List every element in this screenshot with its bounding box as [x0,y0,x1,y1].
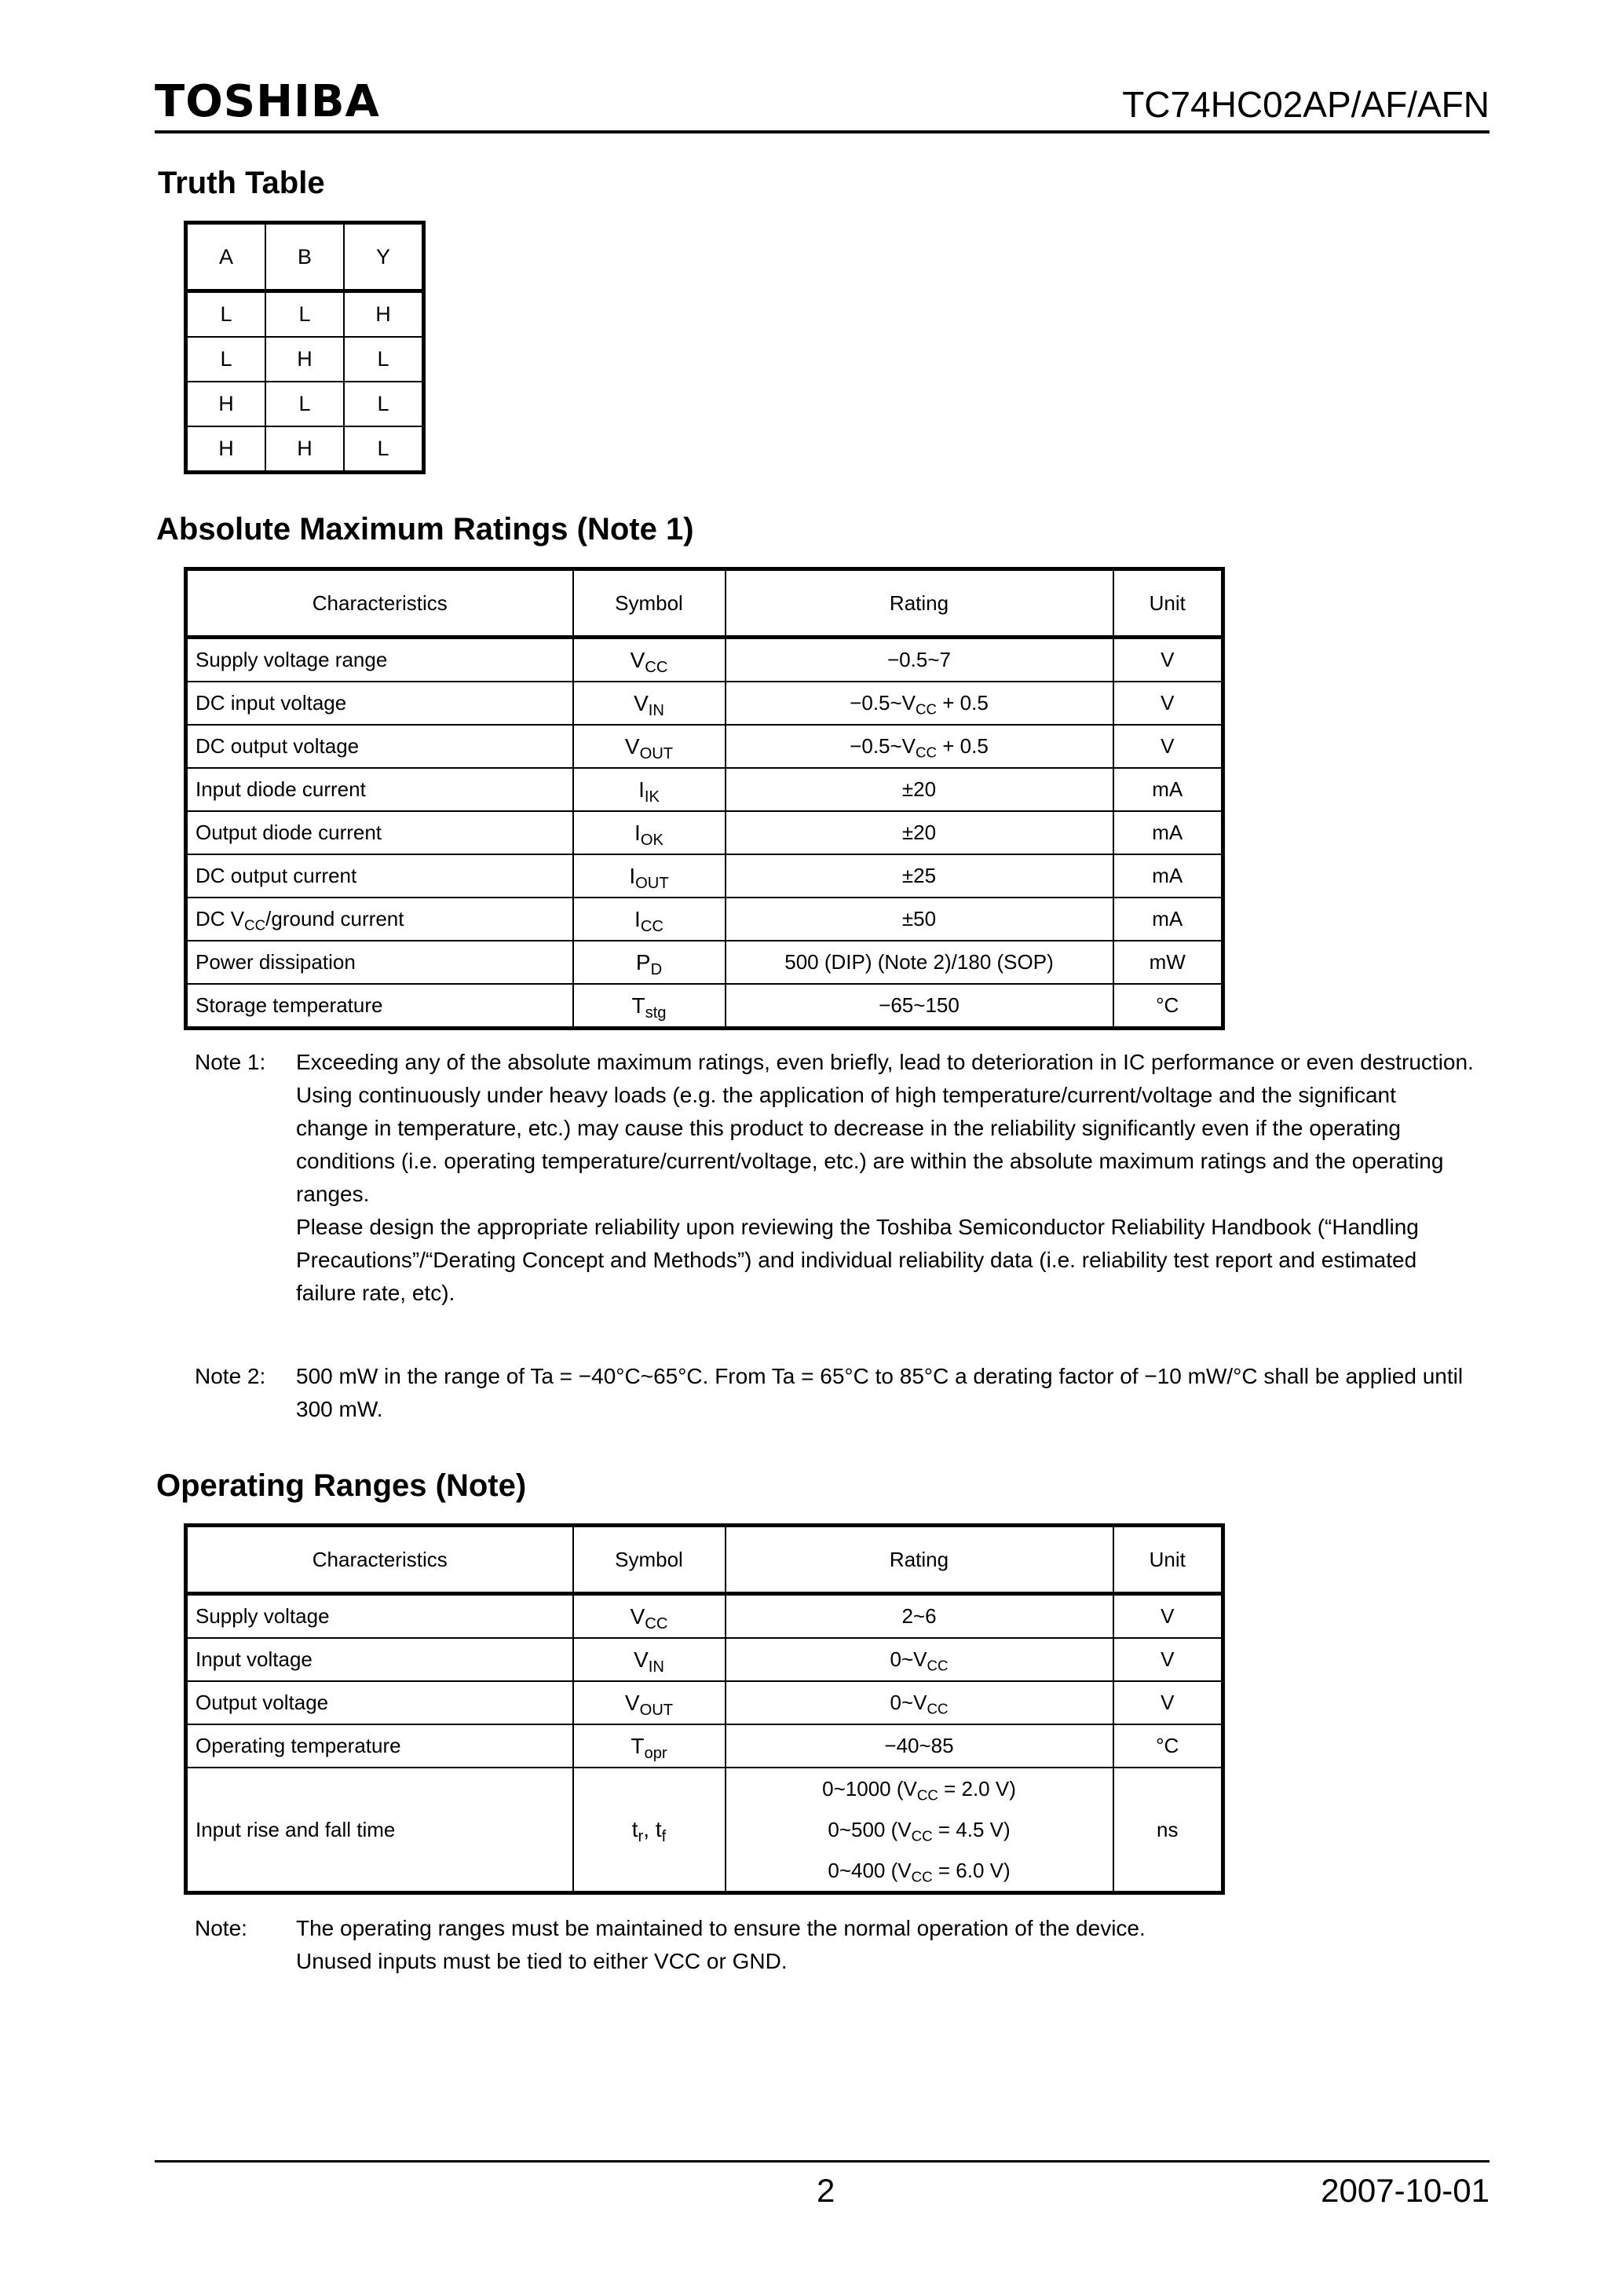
col-header: Characteristics [186,1526,573,1594]
table-row [186,426,424,473]
col-header: Y [344,223,424,291]
cell: V [1113,638,1223,682]
cell: mA [1113,854,1223,898]
table-row [186,337,424,382]
part-number: TC74HC02AP/AF/AFN [1122,84,1490,125]
cell: L [265,382,344,426]
cell: $0\sim V_{CC}$ [726,1638,1113,1681]
page-number: 2 [817,2172,835,2209]
cell: °C [1113,984,1223,1029]
brand-logo: TOSHIBA [155,76,380,127]
cell: L [186,337,266,382]
table-row [186,1768,1223,1809]
cell: Supply voltage range [186,638,573,682]
cell: ns [1113,1768,1223,1893]
cell: L [186,291,266,338]
col-header: Unit [1113,1526,1223,1594]
symbol-cell: $I_{OUT}$ [573,854,726,898]
note-paragraph: Unused inputs must be tied to either VCC or GND. [296,1949,788,1973]
table-row [186,941,1223,984]
cell: mA [1113,768,1223,811]
cell: 0~400 ($V_{CC} = 6.0$ V) [726,1850,1113,1893]
table-row [186,382,424,426]
note-paragraph: Exceeding any of the absolute maximum ratings, even briefly, lead to deterioration in IC performance or even destruction. [296,1050,1474,1074]
note-1 [195,1046,1474,1310]
cell: ±50 [726,898,1113,941]
table-row [186,768,1223,811]
cell: ±25 [726,854,1113,898]
cell: L [344,426,424,473]
col-header: Symbol [573,1526,726,1594]
table-row [186,682,1223,725]
cell: Operating temperature [186,1724,573,1768]
cell: L [344,382,424,426]
cell: 2~6 [726,1594,1113,1639]
cell: mA [1113,898,1223,941]
cell: L [344,337,424,382]
op-ranges-title: Operating Ranges (Note) [156,1468,527,1503]
cell: H [186,426,266,473]
cell: Input rise and fall time [186,1768,573,1893]
table-row [186,1681,1223,1724]
cell: DC output voltage [186,725,573,768]
table-row [186,1638,1223,1681]
symbol-cell: $V_{CC}$ [573,638,726,682]
table-row [186,725,1223,768]
symbol-cell: $P_D$ [573,941,726,984]
col-header: Rating [726,1526,1113,1594]
cell: 0~1000 ($V_{CC} = 2.0$ V) [726,1768,1113,1809]
page-header [155,76,1490,133]
cell: 500 (DIP) (Note 2)/180 (SOP) [726,941,1113,984]
cell: Output voltage [186,1681,573,1724]
cell: DC $V_{CC}$/ground current [186,898,573,941]
cell: Storage temperature [186,984,573,1029]
table-row [186,1594,1223,1639]
symbol-cell: $I_{CC}$ [573,898,726,941]
symbol-cell: $V_{OUT}$ [573,1681,726,1724]
cell: H [344,291,424,338]
cell: V [1113,725,1223,768]
cell: −40~85 [726,1724,1113,1768]
table-row [186,811,1223,854]
symbol-cell: $V_{OUT}$ [573,725,726,768]
col-header: A [186,223,266,291]
table-row [186,984,1223,1029]
op-ranges-note [195,1912,1474,1978]
cell: °C [1113,1724,1223,1768]
cell: Supply voltage [186,1594,573,1639]
table-row [186,898,1223,941]
cell: ±20 [726,768,1113,811]
cell: H [265,337,344,382]
cell: V [1113,1638,1223,1681]
truth-table [184,221,426,474]
document-date: 2007-10-01 [1321,2172,1490,2209]
op-ranges-table [184,1523,1225,1895]
cell: H [186,382,266,426]
table-row [186,638,1223,682]
col-header: B [265,223,344,291]
cell: −0.5~7 [726,638,1113,682]
note-paragraph: 500 mW in the range of Ta = −40°C~65°C. From Ta = 65°C to 85°C a derating factor of −10 mW/°C shall be applied until 300 mW. [296,1364,1464,1421]
cell: H [265,426,344,473]
col-header: Unit [1113,569,1223,638]
note-label: Note 1: [195,1050,266,1074]
cell: Power dissipation [186,941,573,984]
cell: Input voltage [186,1638,573,1681]
table-row [186,1724,1223,1768]
cell: DC input voltage [186,682,573,725]
cell: 0~500 ($V_{CC} = 4.5$ V) [726,1809,1113,1850]
table-row [186,854,1223,898]
note-2 [195,1360,1474,1426]
cell: V [1113,1681,1223,1724]
cell: mA [1113,811,1223,854]
page-footer [155,2160,1490,2210]
symbol-cell: $I_{OK}$ [573,811,726,854]
symbol-cell: $V_{CC}$ [573,1594,726,1639]
col-header: Symbol [573,569,726,638]
symbol-cell: $T_{stg}$ [573,984,726,1029]
symbol-cell: $T_{opr}$ [573,1724,726,1768]
note-paragraph: The operating ranges must be maintained to ensure the normal operation of the device. [296,1916,1146,1940]
cell: DC output current [186,854,573,898]
symbol-cell: $V_{IN}$ [573,1638,726,1681]
table-row [186,291,424,338]
cell: $-0.5\sim V_{CC} + 0.5$ [726,682,1113,725]
cell: −65~150 [726,984,1113,1029]
cell: V [1113,682,1223,725]
col-header: Characteristics [186,569,573,638]
cell: L [265,291,344,338]
symbol-cell: $I_{IK}$ [573,768,726,811]
cell: Output diode current [186,811,573,854]
col-header: Rating [726,569,1113,638]
note-label: Note: [195,1916,247,1940]
symbol-cell: $t_r$, $t_f$ [573,1768,726,1893]
abs-max-title: Absolute Maximum Ratings (Note 1) [156,512,694,547]
cell: mW [1113,941,1223,984]
cell: V [1113,1594,1223,1639]
cell: ±20 [726,811,1113,854]
note-paragraph: Please design the appropriate reliability upon reviewing the Toshiba Semiconductor Reliability Handbook (“Handling Precautions”/“Derating Concept and Methods”) and individual reliability data (i.e. reliability test report and estimated failure rate, etc). [296,1215,1419,1305]
cell: $-0.5\sim V_{CC} + 0.5$ [726,725,1113,768]
note-paragraph: Using continuously under heavy loads (e.g. the application of high temperature/current/voltage and the significant change in temperature, etc.) may cause this product to decrease in the reliability significantly even if the operating conditions (i.e. operating temperature/current/voltage, etc.) are within the absolute maximum ratings and the operating ranges. [296,1083,1444,1206]
truth-table-title: Truth Table [158,166,325,200]
abs-max-table [184,567,1225,1030]
note-label: Note 2: [195,1364,266,1388]
symbol-cell: $V_{IN}$ [573,682,726,725]
cell: $0\sim V_{CC}$ [726,1681,1113,1724]
cell: Input diode current [186,768,573,811]
